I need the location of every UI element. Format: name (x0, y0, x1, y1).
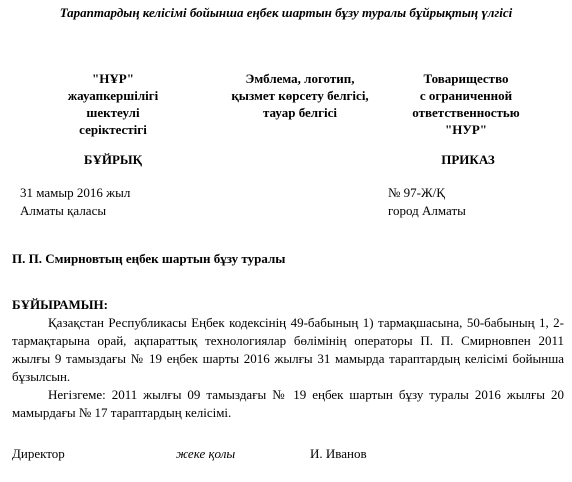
org-name-ru-line: ответственностью (412, 105, 520, 120)
org-name-kz (38, 70, 188, 138)
emblem-line: тауар белгісі (263, 105, 337, 120)
order-word: БҰЙЫРАМЫН: (12, 297, 109, 312)
org-name-kz-line: жауапкершілігі (67, 88, 159, 103)
doc-type-ru: ПРИКАЗ (441, 152, 495, 167)
document-place-kz: Алматы қаласы (20, 203, 107, 218)
org-name-ru-line: Товарищество (423, 71, 509, 86)
meta-right (388, 184, 466, 220)
document-date: 31 мамыр 2016 жыл (20, 185, 131, 200)
signature-role: Директор (12, 446, 65, 461)
emblem-line: қызмет көрсету белгісі, (231, 88, 369, 103)
org-name-kz-line: шектеулі (86, 105, 140, 120)
document-subject: П. П. Смирновтың еңбек шартын бұзу туралы (12, 251, 286, 266)
signature-name: И. Иванов (310, 446, 367, 461)
document-place-ru: город Алматы (388, 203, 466, 218)
org-name-ru (386, 70, 546, 138)
basis-paragraph: Негізгеме: 2011 жылғы 09 тамыздағы № 19 еңбек шартын бұзу туралы 2016 жылғы 20 мамырдағы № 17 тараптардың келісімі. (12, 387, 564, 420)
org-name-ru-line: "НУР" (444, 122, 488, 137)
document-number: № 97-Ж/Қ (388, 185, 445, 200)
emblem-line: Эмблема, логотип, (245, 71, 355, 86)
org-name-kz-line: "НҰР" (92, 71, 134, 86)
org-name-ru-line: с ограниченной (419, 88, 513, 103)
signature-mark: жеке қолы (176, 446, 236, 461)
order-paragraph: Қазақстан Республикасы Еңбек кодексінің 49-бабының 1) тармақшасына, 50-бабының 1, 2-тармақтарына орай, ақпараттық технологиялар бөлімінің операторы П. П. Смирновпен 2011 жылғы 9 тамыздағы № 19 еңбек шарты 2016 жылғы 31 мамырда тараптардың келісімі бойынша бұзылсын. (12, 315, 564, 384)
org-name-kz-line: серіктестігі (79, 122, 147, 137)
document-title: Тараптардың келісімі бойынша еңбек шартын бұзу туралы бұйрықтың үлгісі (59, 5, 513, 20)
meta-left (20, 184, 130, 220)
emblem-placeholder (210, 70, 390, 121)
doc-type-kz: БҰЙРЫҚ (83, 152, 143, 167)
order-body (12, 314, 564, 422)
